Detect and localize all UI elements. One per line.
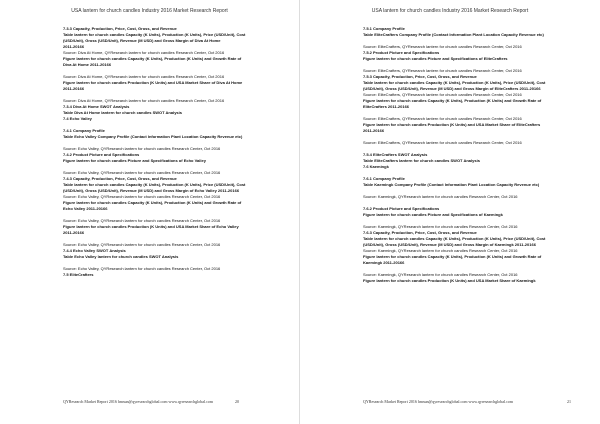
heading-line: 7.5.2 Product Picture and Specifications: [363, 50, 440, 55]
heading-line: Figure lantern for church candles Capacity (K Units), Production (K Units) and Growth Rate of: [63, 200, 242, 205]
heading-line: 7.5.4 EliteCrafters SWOT Analysis: [363, 152, 428, 157]
page-footer: [63, 399, 287, 404]
source-line: Source: Diva At Home, QYResearch lantern for church candles Research Center, Oct 2016: [63, 98, 225, 103]
heading-line: 7.4.1 Company Profile: [63, 128, 105, 133]
heading-line: Figure lantern for church candles Picture and Specifications of Kaemingk: [363, 212, 503, 217]
heading-line: 7.5.1 Company Profile: [363, 26, 405, 31]
heading-line: Table lantern for church candles Capacity (K Units), Production (K Units), Price (USD/Unit), Cost: [363, 236, 546, 241]
source-line: Source: Kaemingk, QYResearch lantern for church candles Research Center, Oct 2016: [363, 194, 518, 199]
heading-line: (USD/Unit), Gross (USD/Unit), Revenue (M USD) and Gross Margin of EliteCrafters 2011-20166: [363, 86, 541, 91]
heading-line: 7.6.1 Company Profile: [363, 176, 405, 181]
source-line: Source: Diva At Home, QYResearch lantern for church candles Research Center, Oct 2016: [63, 74, 225, 79]
heading-line: Figure lantern for church candles Production (K Units) and USA Market Share of Kaemingk: [363, 278, 536, 283]
heading-line: 7.4.4 Echo Valley SWOT Analysis: [63, 248, 126, 253]
source-line: Source: EliteCrafters, QYResearch lantern for church candles Research Center, Oct 2016: [363, 44, 522, 49]
heading-line: Kaemingk 2011-20166: [363, 260, 405, 265]
heading-line: Figure lantern for church candles Production (K Units) and USA Market Share of Echo Valley: [63, 224, 239, 229]
page-header: USA lantern for church candles Industry 2016 Market Research Report: [371, 8, 529, 14]
heading-line: Figure lantern for church candles Picture and Specifications of Echo Valley: [63, 158, 206, 163]
source-line: Source: Echo Valley, QYResearch lantern for church candles Research Center, Oct 2016: [63, 194, 221, 199]
heading-line: Table lantern for church candles Capacity (K Units), Production (K Units), Price (USD/Unit), Cost: [63, 182, 246, 187]
heading-line: Figure lantern for church candles Production (K Units) and USA Market Share of EliteCrafters: [363, 122, 541, 127]
source-line: Source: Echo Valley, QYResearch lantern for church candles Research Center, Oct 2016: [63, 170, 221, 175]
heading-line: 7.3.4 Diva At Home SWOT Analysis: [63, 104, 130, 109]
page-number: 21: [567, 399, 571, 404]
heading-line: 2011-20166: [363, 128, 385, 133]
right-page: [300, 0, 600, 424]
source-line: Source: Echo Valley, QYResearch lantern for church candles Research Center, Oct 2016: [63, 218, 221, 223]
heading-line: 7.6.2 Product Picture and Specifications: [363, 206, 440, 211]
heading-line: 2011-20166: [63, 230, 85, 235]
heading-line: Table EliteCrafters Company Profile (Contact Information Plant Location Capacity Revenue etc): [363, 32, 544, 37]
heading-line: Echo Valley 2011-20166: [63, 206, 108, 211]
heading-line: 7.4 Echo Valley: [63, 116, 92, 121]
heading-line: Table lantern for church candles Capacity (K Units), Production (K Units), Price (USD/Unit), Cost: [363, 80, 546, 85]
source-line: Source: Kaemingk, QYResearch lantern for church candles Research Center, Oct 2016: [363, 272, 518, 277]
heading-line: EliteCrafters 2011-20166: [363, 104, 410, 109]
page-body: [363, 26, 587, 284]
heading-line: Figure lantern for church candles Capacity (K Units), Production (K Units) and Growth Rate of: [363, 98, 542, 103]
heading-line: (USD/Unit), Gross (USD/Unit), Revenue (M USD) and Gross Margin of Kaemingk 2011-20166: [363, 242, 536, 247]
heading-line: Figure lantern for church candles Picture and Specifications of EliteCrafters: [363, 56, 508, 61]
source-line: Source: EliteCrafters, QYResearch lantern for church candles Research Center, Oct 2016: [363, 140, 522, 145]
heading-line: Figure lantern for church candles Capacity (K Units), Production (K Units) and Growth Rate of: [63, 56, 242, 61]
heading-line: 2011-20166: [63, 86, 85, 91]
source-line: Source: EliteCrafters, QYResearch lantern for church candles Research Center, Oct 2016: [363, 92, 522, 97]
heading-line: 7.4.3 Capacity, Production, Price, Cost, Gross, and Revenue: [63, 176, 177, 181]
heading-line: Table Echo Valley Company Profile (Contact Information Plant Location Capacity Revenue etc): [63, 134, 243, 139]
source-line: Source: Diva At Home, QYResearch lantern for church candles Research Center, Oct 2016: [63, 50, 225, 55]
footer-text: QYResearch Market Report 2016 hmsun@qyresearchglobal.com www.qyresearchglobal.com: [63, 399, 214, 404]
heading-line: Table lantern for church candles Capacity (K Units), Production (K Units), Price (USD/Unit), Cost: [63, 32, 246, 37]
heading-line: 7.5 EliteCrafters: [63, 272, 94, 277]
source-line: Source: Kaemingk, QYResearch lantern for church candles Research Center, Oct 2016: [363, 224, 518, 229]
heading-line: 7.6 Kaemingk: [363, 164, 389, 169]
footer-text: QYResearch Market Report 2016 hmsun@qyresearchglobal.com www.qyresearchglobal.com: [363, 399, 514, 404]
page-body: [63, 26, 287, 278]
heading-line: Table Kaemingk Company Profile (Contact Information Plant Location Capacity Revenue etc): [363, 182, 540, 187]
heading-line: Table Diva At Home lantern for church candles SWOT Analysis: [63, 110, 182, 115]
heading-line: Table EliteCrafters lantern for church candles SWOT Analysis: [363, 158, 480, 163]
source-line: Source: Kaemingk, QYResearch lantern for church candles Research Center, Oct 2016: [363, 248, 518, 253]
heading-line: 2011-20166: [63, 44, 85, 49]
source-line: Source: Echo Valley, QYResearch lantern for church candles Research Center, Oct 2016: [63, 242, 221, 247]
heading-line: Figure lantern for church candles Production (K Units) and USA Market Share of Diva At Home: [63, 80, 243, 85]
page-number: 20: [235, 399, 239, 404]
source-line: Source: EliteCrafters, QYResearch lantern for church candles Research Center, Oct 2016: [363, 68, 522, 73]
source-line: Source: EliteCrafters, QYResearch lantern for church candles Research Center, Oct 2016: [363, 116, 522, 121]
source-line: Source: Echo Valley, QYResearch lantern for church candles Research Center, Oct 2016: [63, 266, 221, 271]
page-header: USA lantern for church candles Industry 2016 Market Research Report: [71, 8, 228, 14]
heading-line: Figure lantern for church candles Capacity (K Units), Production (K Units) and Growth Rate of: [363, 254, 542, 259]
heading-line: (USD/Unit), Gross (USD/Unit), Revenue (M USD) and Gross Margin of Echo Valley 2011-20166: [63, 188, 240, 193]
source-line: Source: Echo Valley, QYResearch lantern for church candles Research Center, Oct 2016: [63, 146, 221, 151]
heading-line: Diva At Home 2011-20166: [63, 62, 112, 67]
heading-line: Table Echo Valley lantern for church candles SWOT Analysis: [63, 254, 179, 259]
heading-line: 7.4.2 Product Picture and Specifications: [63, 152, 140, 157]
heading-line: (USD/Unit), Gross (USD/Unit), Revenue (M USD) and Gross Margin of Diva At Home: [63, 38, 221, 43]
page-footer: [363, 399, 587, 404]
heading-line: 7.6.3 Capacity, Production, Price, Cost, Gross, and Revenue: [363, 230, 477, 235]
heading-line: 7.5.3 Capacity, Production, Price, Cost, Gross, and Revenue: [363, 74, 477, 79]
heading-line: 7.3.3 Capacity, Production, Price, Cost, Gross, and Revenue: [63, 26, 177, 31]
